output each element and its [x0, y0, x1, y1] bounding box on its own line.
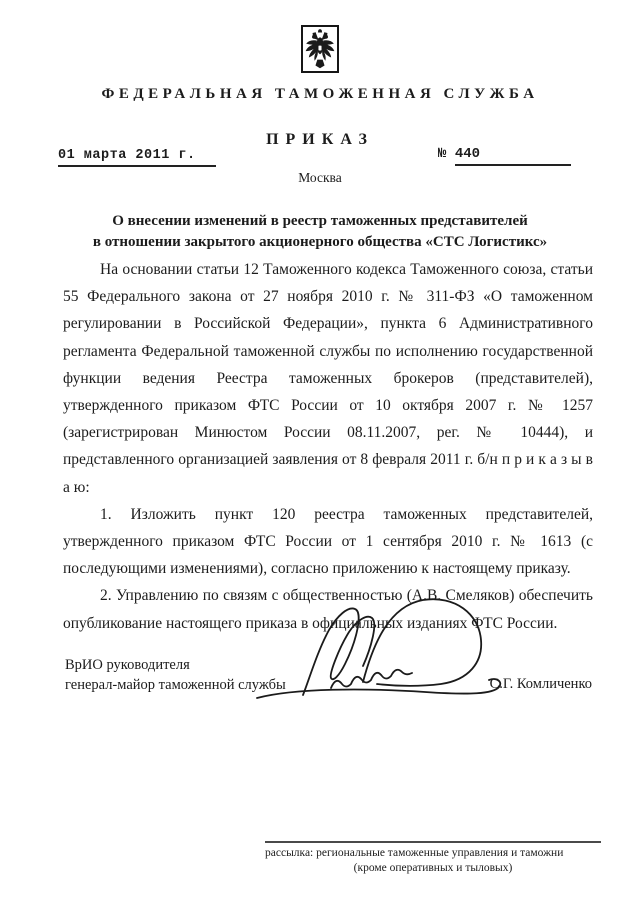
body-paragraph-item-1: 1. Изложить пункт 120 реестра таможенных представителей, утвержденного приказом ФТС России от 1 сентября 2010 г. № 1613 (с последующими изменениями), согласно приложению к настоящему приказу. — [63, 505, 593, 578]
number-value: 440 — [455, 146, 571, 166]
number-sign: № — [438, 146, 447, 162]
signer-name: С.Г. Комличенко — [489, 676, 592, 692]
title-line-1: О внесении изменений в реестр таможенных представителей — [112, 213, 528, 229]
agency-name: ФЕДЕРАЛЬНАЯ ТАМОЖЕННАЯ СЛУЖБА — [101, 86, 539, 102]
title-line-2: в отношении закрытого акционерного общества «СТС Логистикс» — [92, 234, 548, 250]
russian-coat-of-arms — [301, 25, 339, 73]
double-headed-eagle-icon — [304, 28, 336, 70]
document-date: 01 марта 2011 г. — [58, 148, 216, 167]
distribution-line-2: (кроме оперативных и тыловых) — [353, 862, 513, 874]
document-city: Москва — [298, 170, 342, 185]
body-paragraph-preamble: На основании статьи 12 Таможенного кодекса Таможенного союза, статьи 55 Федерального закона от 27 ноября 2010 г. № 311-ФЗ «О таможенном регулировании в Российской Федерации», пункта 6 Административного регламента Федеральной таможенной службы по исполнению государственной функции ведения Реестра таможенных брокеров (представителей), утвержденного приказом ФТС России от 10 октября 2007 г. № 1257 (зарегистрирован Минюстом России 08.11.2007, рег. № 10444), и представленного организацией заявления от 8 февраля 2011 г. б/н п р и к а з ы в а ю: — [63, 261, 593, 496]
document-title — [40, 211, 600, 253]
distribution-note — [265, 841, 601, 876]
signer-position-line-2: генерал-майор таможенной службы — [65, 677, 286, 693]
document-number — [438, 146, 571, 166]
signer-position — [65, 655, 286, 695]
body-paragraph-item-2: 2. Управлению по связям с общественностью (А.В. Смеляков) обеспечить опубликование настоящего приказа в официальных изданиях ФТС России. — [63, 587, 593, 632]
document-body — [63, 256, 593, 637]
distribution-line-1: рассылка: региональные таможенные управления и таможни — [265, 847, 564, 859]
signer-position-line-1: ВрИО руководителя — [65, 657, 190, 673]
signature-block — [65, 655, 592, 695]
document-type: ПРИКАЗ — [266, 131, 374, 148]
